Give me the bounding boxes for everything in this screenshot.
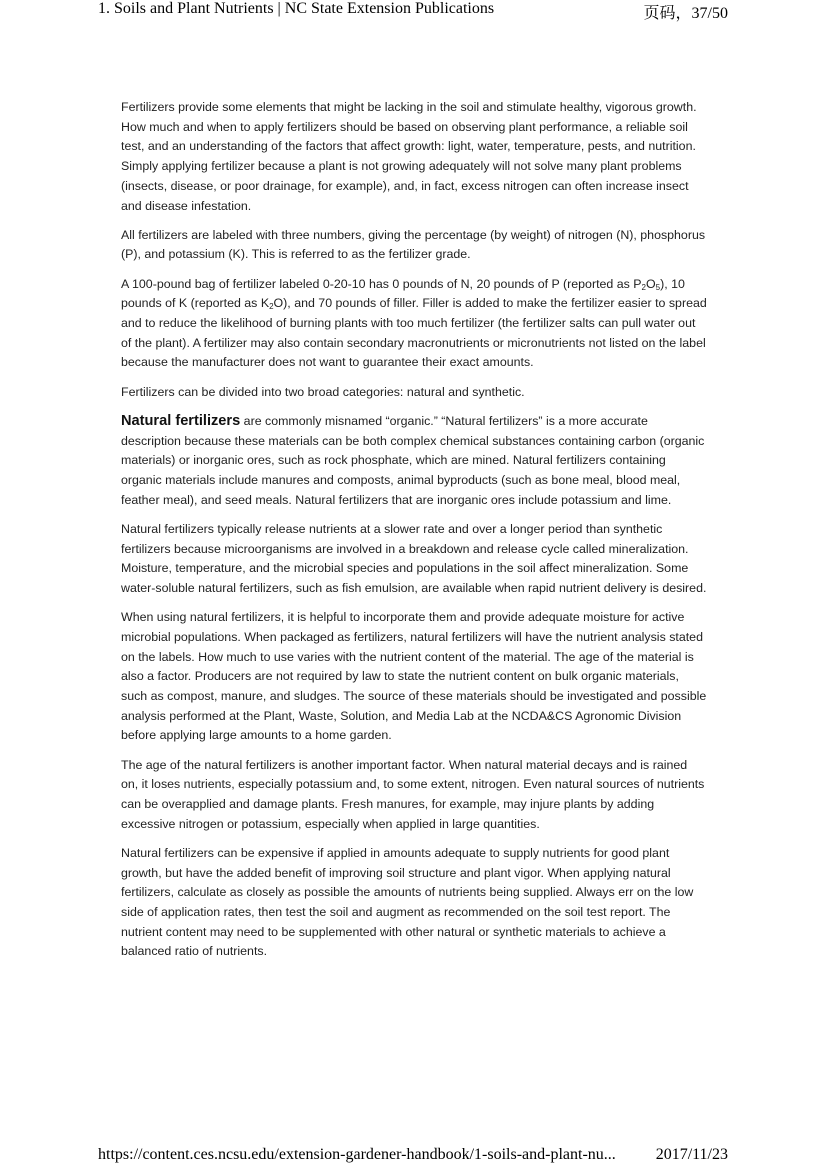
paragraph-release-rate: Natural fertilizers typically release nutrients at a slower rate and over a longer period than synthetic fertilizers because microorganisms are involved in a breakdown and release cycle called mineralization. Moisture, temperature, and the microbial species and populations in the soil affect mineralization. Some water-soluble natural fertilizers, such as fish emulsion, are available when rapid nutrient delivery is desired. <box>121 521 707 595</box>
p3-text-c: ), 10 pounds of K (reported as K <box>121 276 685 311</box>
p3-text-a: A 100-pound bag of fertilizer labeled 0-20-10 has 0 pounds of N, 20 pounds of P (reported as P <box>121 276 642 291</box>
paragraph-natural-fertilizers <box>121 412 707 511</box>
paragraph-age-of-fertilizer: The age of the natural fertilizers is another important factor. When natural material decays and is rained on, it loses nutrients, especially potassium and, to some extent, nitrogen. Even natural sources of nutrients can be overapplied and damage plants. Fresh manures, for example, may injure plants by adding excessive nitrogen or potassium, especially when applied in large quantities. <box>121 757 705 831</box>
page-header <box>0 0 827 22</box>
paragraph-cost-and-benefit: Natural fertilizers can be expensive if applied in amounts adequate to supply nutrients for good plant growth, but have the added benefit of improving soil structure and plant vigor. When applying natural fertilizers, calculate as closely as possible the amounts of nutrients being supplied. Always err on the low side of application rates, then test the soil and augment as recommended on the soil test report. The nutrient content may need to be supplemented with other natural or synthetic materials to achieve a balanced ratio of nutrients. <box>121 845 694 959</box>
natural-fertilizers-text: are commonly misnamed “organic.” “Natural fertilizers” is a more accurate description because these materials can be both complex chemical substances containing carbon (organic materials) or inorganic ores, such as rock phosphate, which are mined. Natural fertilizers containing organic materials include manures and composts, animal byproducts (such as bone meal, blood meal, feather meal), and seed meals. Natural fertilizers that are inorganic ores include potassium and lime. <box>121 413 705 507</box>
header-title: 1. Soils and Plant Nutrients | NC State Extension Publications <box>98 0 495 17</box>
header-page-number: 页码，37/50 <box>643 5 728 22</box>
paragraph-categories: Fertilizers can be divided into two broad categories: natural and synthetic. <box>121 384 525 399</box>
paragraph-fertilizer-labels: All fertilizers are labeled with three numbers, giving the percentage (by weight) of nitrogen (N), phosphorus (P), and potassium (K). This is referred to as the fertilizer grade. <box>121 227 706 262</box>
p3-text-d: O), and 70 pounds of filler. Filler is added to make the fertilizer easier to spread and to reduce the likelihood of burning plants with too much fertilizer (the fertilizer salts can pull water out of the plant). A fertilizer may also contain secondary macronutrients or micronutrients not listed on the label because the manufacturer does not want to guarantee their exact amounts. <box>121 296 707 370</box>
paragraph-using-natural: When using natural fertilizers, it is helpful to incorporate them and provide adequate moisture for active microbial populations. When packaged as fertilizers, natural fertilizers will have the nutrient analysis stated on the labels. How much to use varies with the nutrient content of the material. The age of the material is also a factor. Producers are not required by law to state the nutrient content on bulk organic materials, such as compost, manure, and sludges. The source of these materials should be investigated and possible analysis performed at the Plant, Waste, Solution, and Media Lab at the NCDA&CS Agronomic Division before applying large amounts to a home garden. <box>121 610 707 743</box>
paragraph-intro: Fertilizers provide some elements that might be lacking in the soil and stimulate healthy, vigorous growth. How much and when to apply fertilizers should be based on observing plant performance, a reliable soil test, and an understanding of the factors that affect growth: light, water, temperature, pests, and nutrition. Simply applying fertilizer because a plant is not growing adequately will not solve many plant problems (insects, disease, or poor drainage, for example), and, in fact, excess nitrogen can often increase insect and disease infestation. <box>121 100 697 213</box>
paragraph-fertilizer-grade-example <box>121 275 707 374</box>
p3-subscript-1: 2 <box>641 282 646 292</box>
p3-subscript-2: 5 <box>655 282 661 292</box>
p3-text-b: O <box>645 276 656 291</box>
article-body <box>121 98 707 972</box>
footer-url: https://content.ces.ncsu.edu/extension-gardener-handbook/1-soils-and-plant-nu... <box>98 1146 616 1163</box>
p3-subscript-3: 2 <box>269 302 274 312</box>
footer-date: 2017/11/23 <box>655 1146 728 1163</box>
natural-fertilizers-heading: Natural fertilizers <box>121 412 241 429</box>
page-footer <box>0 1146 827 1168</box>
